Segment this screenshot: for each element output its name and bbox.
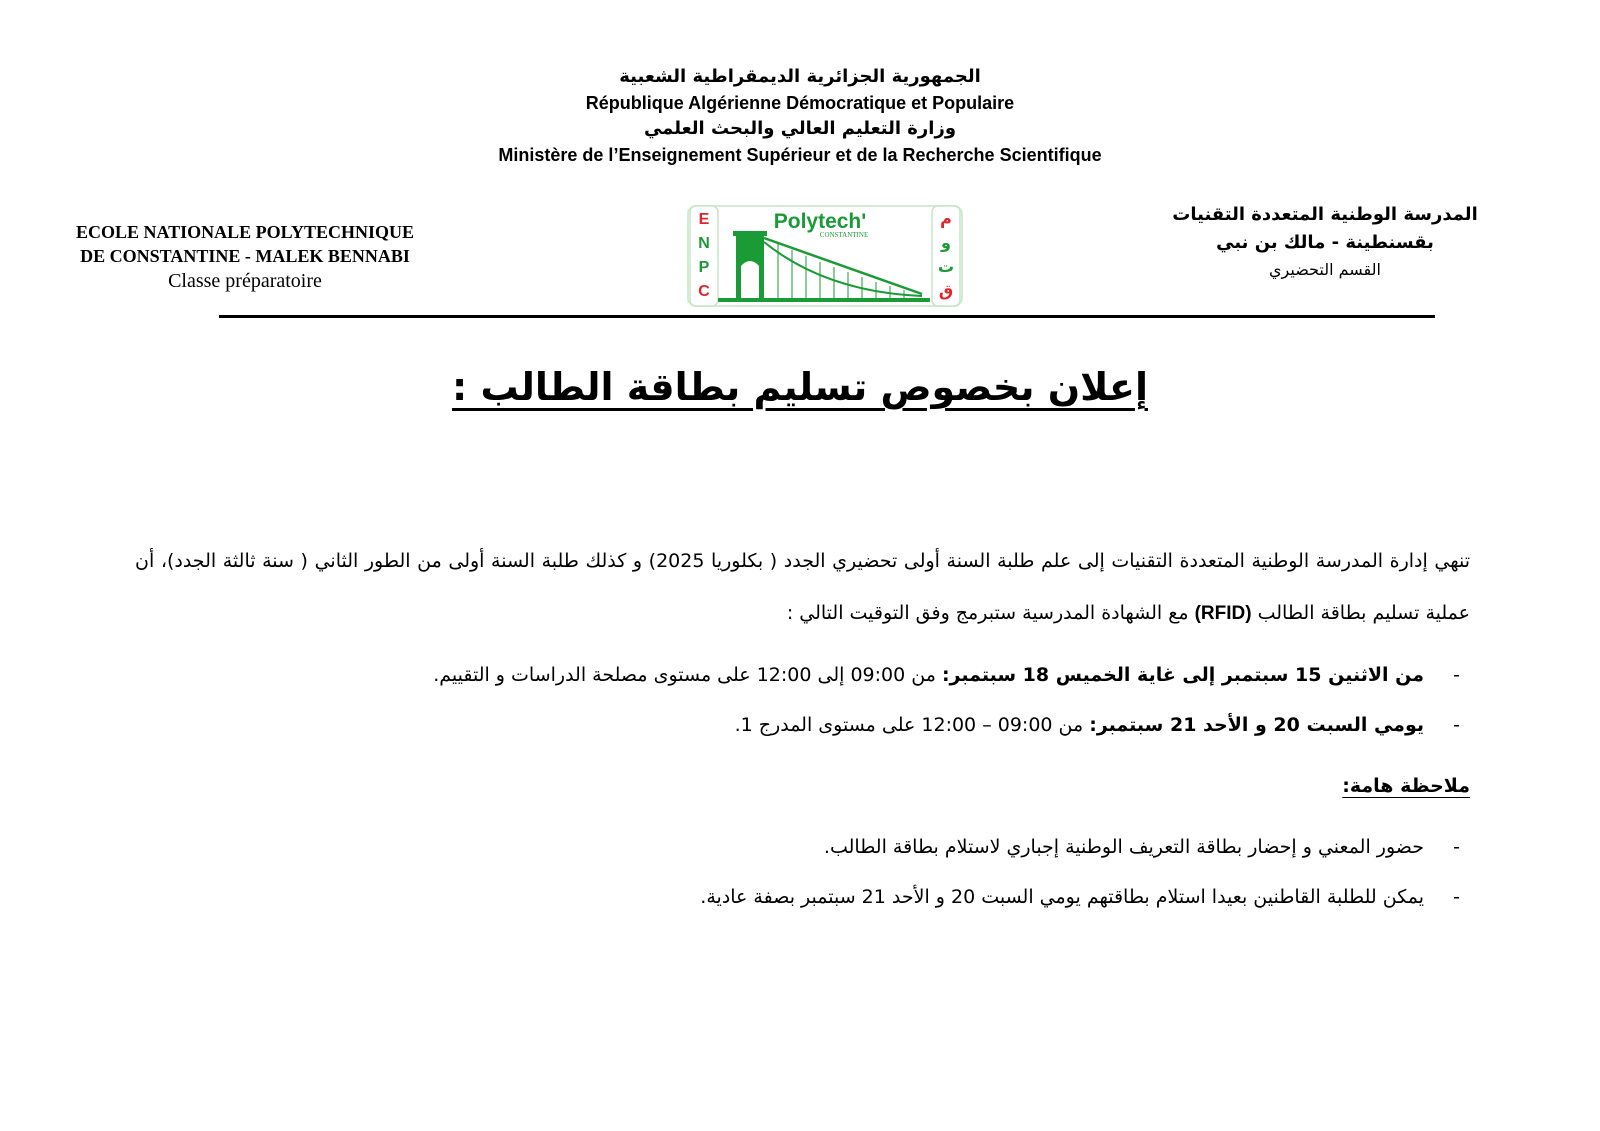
polytech-logo [686,204,964,308]
school-ar-line1: المدرسة الوطنية المتعددة التقنيات [1172,204,1478,225]
school-fr-line2: DE CONSTANTINE - MALEK BENNABI [80,246,410,266]
note-heading: ملاحظة هامة: [1342,775,1470,797]
rfid-label: (RFID) [1194,603,1252,624]
intro-text-part2: مع الشهادة المدرسية ستبرمج وفق التوقيت التالي : [786,602,1189,624]
note-text: حضور المعني و إحضار بطاقة التعريف الوطنية إجباري لاستلام بطاقة الطالب. [823,836,1424,858]
schedule-list [135,650,1470,750]
school-fr-line1: ECOLE NATIONALE POLYTECHNIQUE [75,222,415,242]
republic-arabic: الجمهورية الجزائرية الديمقراطية الشعبية [619,66,981,87]
school-fr-line3: Classe préparatoire [168,270,322,292]
intro-text-part1: تنهي إدارة المدرسة الوطنية المتعددة التقنيات إلى علم طلبة السنة أولى تحضيري الجدد ( بكلوريا 2025) و كذلك طلبة السنة أولى من الطور الثاني ( سنة ثالثة الجدد)، أن عملية تسليم بطاقة الطالب [135,550,1470,624]
logo-right-letter: ت [937,257,955,276]
dash-bullet: - [1453,886,1460,908]
logo-left-letter: N [698,235,710,252]
logo-right-letter: و [941,233,951,252]
ministry-french: Ministère de l’Enseignement Supérieur et de la Recherche Scientifique [498,145,1102,165]
logo-right-letter: ق [938,281,954,300]
list-item [135,872,1460,922]
logo-left-letter: C [698,283,710,300]
announcement-title-text: إعلان بخصوص تسليم بطاقة الطالب : [452,365,1148,409]
logo-wordmark: Polytech' [773,210,867,233]
polytech-logo-graphic [686,204,964,308]
school-name-french [40,220,450,294]
logo-left-letter: E [698,211,710,228]
notes-list [135,822,1470,922]
school-ar-line2: بقسنطينة - مالك بن نبي [1216,232,1434,253]
intro-paragraph [135,535,1470,640]
logo-left-letter: P [698,259,710,276]
logo-right-letter: م [940,209,952,228]
announcement-body [135,535,1470,922]
school-ar-line3: القسم التحضيري [1269,260,1381,279]
dash-bullet: - [1453,714,1460,736]
dash-bullet: - [1453,664,1460,686]
logo-subtitle: CONSTANTINE [819,231,869,239]
announcement-title [0,365,1600,409]
republic-french: République Algérienne Démocratique et Populaire [585,93,1015,113]
header-block [0,66,1600,166]
list-item [135,822,1460,872]
dash-bullet: - [1453,836,1460,858]
list-item [135,700,1460,750]
list-item [135,650,1460,700]
note-text: يمكن للطلبة القاطنين بعيدا استلام بطاقتهم يومي السبت 20 و الأحد 21 سبتمبر بصفة عادية. [700,886,1424,908]
schedule-details: من 09:00 – 12:00 على مستوى المدرج 1. [734,714,1084,736]
ministry-arabic: وزارة التعليم العالي والبحث العلمي [643,118,957,139]
schedule-period: من الاثنين 15 سبتمبر إلى غاية الخميس 18 سبتمبر: [941,664,1424,686]
schedule-period: يومي السبت 20 و الأحد 21 سبتمبر: [1089,714,1424,736]
school-name-arabic [1160,200,1490,284]
header-divider [219,315,1435,318]
schedule-details: من 09:00 إلى 12:00 على مستوى مصلحة الدراسات و التقييم. [433,664,936,686]
